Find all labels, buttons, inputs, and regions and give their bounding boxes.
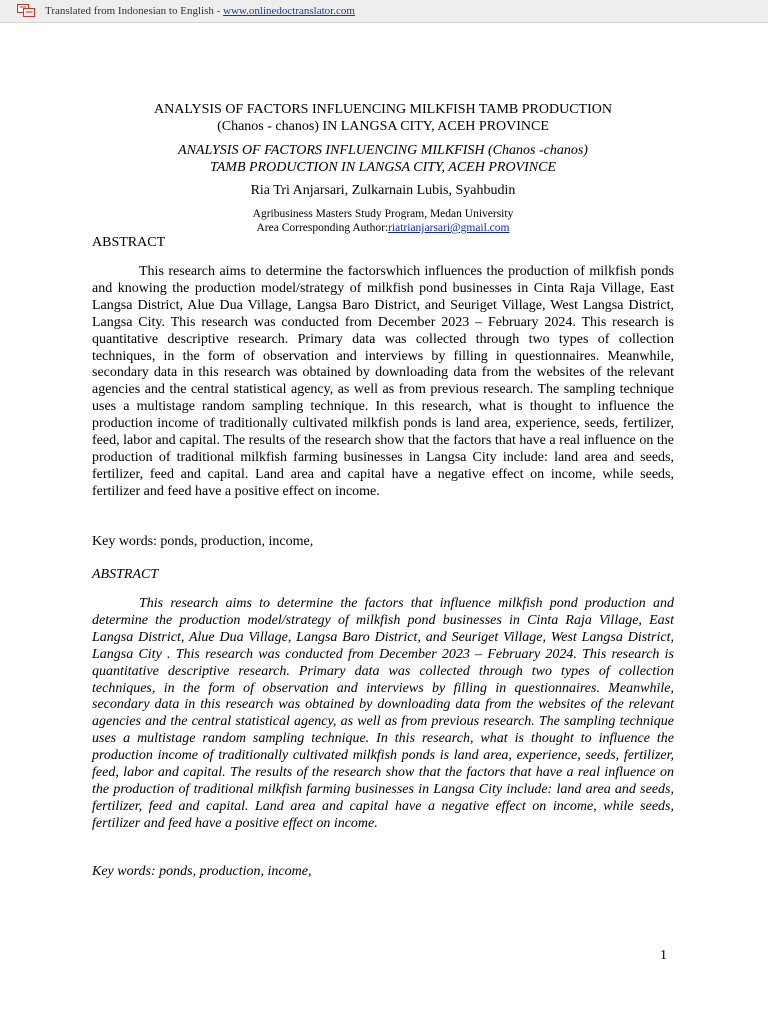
abstract-heading-italic: ABSTRACT [92,567,159,582]
affiliation: Agribusiness Masters Study Program, Medan University [252,208,514,220]
translation-banner [0,0,768,23]
corresponding-author [92,221,674,235]
paper-title-english [92,143,674,176]
paper-title [92,101,674,135]
translator-link[interactable]: www.onlinedoctranslator.com [223,5,355,17]
title-en-line-2: TAMB PRODUCTION IN LANGSA CITY, ACEH PROVINCE [209,159,556,175]
corresponding-label: Area Corresponding Author: [256,222,389,234]
keywords: Key words: ponds, production, income, [92,534,314,549]
keywords-italic: Key words: ponds, production, income, [92,864,312,879]
author-email-link[interactable]: riatrianjarsari@gmail.com [388,222,510,234]
abstract-heading: ABSTRACT [92,235,166,250]
title-line-1: ANALYSIS OF FACTORS INFLUENCING MILKFISH TAMB PRODUCTION [154,102,612,117]
abstract-body-italic: This research aims to determine the factors that influence milkfish pond production and determine the production model/strategy of milkfish pond businesses in Cinta Raja Village, East Langsa District, Alue Dua Village, Langsa Baro District, and Seuriget Village, West Langsa District, Langsa City . This research was conducted from December 2023 – February 2024. This research is quantitative descriptive research. Primary data was collected through two types of collection techniques, in the form of observation and interviews by filling in questionnaires. Meanwhile, secondary data in this research was obtained by downloading data from the websites of the relevant agencies and the central statistical agency, as well as from previous research. The sampling technique uses a multistage random sampling technique. In this research, what is thought to influence the production income of traditionally cultivated milkfish ponds is land area, experience, seeds, fertilizer, feed, labor and capital. The results of the research show that the factors that have a real influence on the production of traditional milkfish farming businesses in Langsa City include: land area and seeds, fertilizer, feed and capital. Land area and capital have a negative effect on income, while seeds, fertilizer and feed have a positive effect on income. [92,596,674,831]
banner-prefix: Translated from Indonesian to English - [45,5,224,17]
affiliation-block [92,207,674,235]
authors: Ria Tri Anjarsari, Zulkarnain Lubis, Syahbudin [250,183,516,198]
translator-logo-icon [17,4,35,17]
title-en-line-1: ANALYSIS OF FACTORS INFLUENCING MILKFISH (Chanos -chanos) [178,143,588,158]
title-line-2: (Chanos - chanos) IN LANGSA CITY, ACEH PROVINCE [217,119,549,134]
banner-text [45,0,355,22]
page-number: 1 [660,948,667,963]
abstract-body: This research aims to determine the factorswhich influences the production of milkfish ponds and knowing the production model/strategy of milkfish pond businesses in Cinta Raja Village, East Langsa District, Alue Dua Village, Langsa Baro District, and Seuriget Village, West Langsa District, Langsa City. This research was conducted from December 2023 – February 2024. This research is quantitative descriptive research. Primary data was collected through two types of collection techniques, in the form of observation and interviews by filling in questionnaires. Meanwhile, secondary data in this research was obtained by downloading data from the websites of the relevant agencies and the central statistical agency, as well as from previous research. The sampling technique uses a multistage random sampling technique. In this research, what is thought to influence the production income of traditionally cultivated milkfish ponds is land area, experience, seeds, fertilizer, feed, labor and capital. The results of the research show that the factors that have a real influence on the production of traditional milkfish farming businesses in Langsa City include: land area and seeds, fertilizer, feed and capital. Land area and capital have a negative effect on income, while seeds, fertilizer and feed have a positive effect on income. [92,264,674,499]
